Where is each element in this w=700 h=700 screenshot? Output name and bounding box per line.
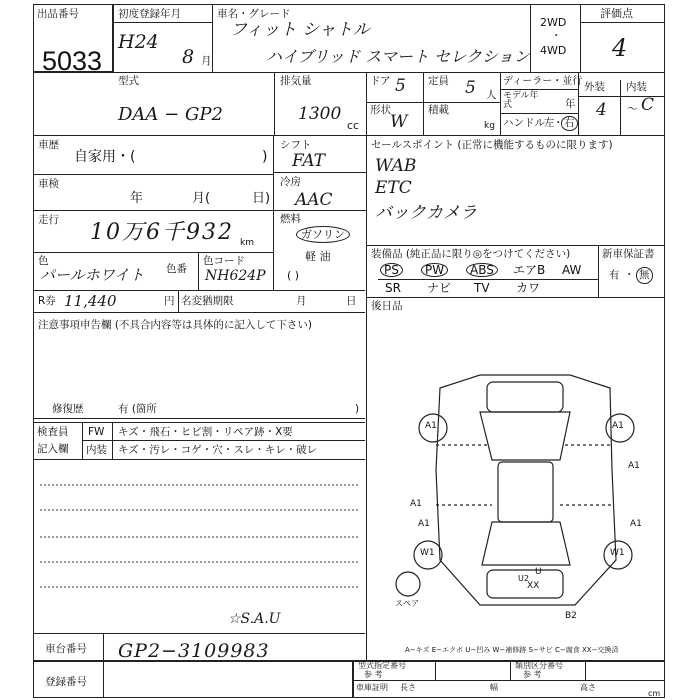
equip-aw: AW [562,263,582,277]
history-label: 車歴 [38,139,59,151]
first-reg-month-unit: 月 [201,55,212,67]
sales-item-3: バックカメラ [375,203,477,223]
handle-dot: ・ [553,117,564,129]
sales-label: セールスポイント (正常に機能するものに限ります) [371,139,613,151]
displacement-value: 1300 [298,104,342,124]
shaken-month: 月( [192,191,211,206]
cm-unit: cm [648,689,661,698]
inspector-signature: ☆S.A.U [228,611,281,627]
model-label: 車名・グレード [217,8,291,20]
first-reg-year: H24 [118,31,159,53]
model-no-label: 型式指定番号 [358,661,406,670]
mark-a1-side: A1 [628,461,640,471]
displacement-unit: cc [347,119,360,132]
shift-value: FAT [292,151,326,171]
equip-sr: SR [385,281,401,295]
handle-right: 右 [561,116,578,131]
fuel-gasoline: ガソリン [296,226,350,243]
height-label: 高さ [580,683,596,692]
score-label: 評価点 [600,7,633,20]
color-num-label: 色番 [166,263,187,275]
load-unit: kg [484,121,495,131]
spare-label: スペア [395,599,419,608]
shape-label: 形状 [370,104,391,116]
inspector-fw-text: キズ・飛石・ヒビ割・リペア跡・X要 [118,426,293,438]
drive-dot: ・ [551,30,562,42]
drive-4wd: 4WD [540,44,567,57]
lot-number: 5033 [42,46,103,76]
inspector-int: 内装 [86,444,107,456]
equip-airbag: エアB [513,263,546,277]
fuel-label: 燃料 [280,213,301,225]
warranty-label: 新車保証書 [602,248,655,260]
mark-u2: U2 [518,574,529,583]
repair-close: ) [355,403,360,415]
shape-value: W [390,112,408,132]
door-label: ドア [370,75,391,87]
model-grade: ハイブリッド スマート セレクション [266,47,530,66]
equip-abs: ABS [466,263,498,277]
chassis-label: 車台番号 [45,643,87,655]
inspector-label-2: 記入欄 [37,443,69,455]
modelyear-unit: 年 [565,98,576,110]
mark-b2: B2 [565,611,577,621]
modelyear-label: モデル年式 [503,91,539,110]
history-value: 自家用・( [74,149,136,165]
later-items-label: 後日品 [371,300,403,312]
type-value: DAA − GP2 [118,104,223,125]
rename-month: 月 [296,295,307,307]
fuel-paren: ( ) [287,269,300,282]
repair-value: 有 (箇所 [118,403,157,415]
ref-label-1: 参 考 [364,670,383,679]
warranty-dot: ・ [624,269,635,281]
r-cert-unit: 円 [164,295,175,307]
equip-leather: カワ [516,281,541,295]
int-label: 内装 [626,81,647,93]
class-no-label: 類別区分番号 [515,661,563,670]
capacity-label: 定員 [428,75,449,87]
model-name: フィット シャトル [230,20,370,40]
shaken-year: 年 [130,191,144,206]
rename-label: 名変猶期限 [181,295,234,307]
mark-a1-left: A1 [418,519,430,529]
ref-label-2: 参 考 [523,670,542,679]
mark-a1-fr: A1 [612,421,624,431]
color-code-value: NH624P [205,268,266,284]
damage-legend: A−キズ E−エクボ U−凹み W−補修跡 S−サビ C−腐食 XX−交換済 [405,646,619,654]
r-cert-label: R券 [38,295,56,307]
door-value: 5 [395,76,406,96]
type-label: 型式 [118,75,139,87]
color-code-label: 色コード [203,255,245,267]
shaken-label: 車検 [38,178,59,190]
width-label: 幅 [490,683,498,692]
mileage-value: 10万6千932 [90,220,234,245]
mark-xx: XX [527,581,540,591]
warranty-yes: 有 [609,269,620,281]
capacity-value: 5 [465,78,476,98]
handle-label: ハンドル [503,117,545,129]
color-label: 色 [38,255,49,267]
notes-label: 注意事項申告欄 (不具合内容等は具体的に記入して下さい) [38,319,313,331]
equip-pw: PW [421,263,448,277]
capacity-unit: 人 [486,89,497,101]
fuel-light-oil: 軽 油 [305,250,331,263]
equip-navi: ナビ [427,281,452,295]
inspector-label-1: 検査員 [37,426,69,438]
reg-label: 登録番号 [45,676,87,688]
dealer-label: ディーラー・並行 [503,76,583,87]
equip-tv: TV [474,281,490,295]
inspector-int-text: キズ・汚レ・コゲ・穴・スレ・キレ・破レ [118,444,318,456]
mark-a1-left2: A1 [410,499,422,509]
ext-label: 外装 [584,81,605,93]
repair-label: 修復歴 [52,403,84,415]
history-close: ) [262,149,268,165]
rename-day: 日 [346,295,357,307]
color-value: パールホワイト [40,266,145,284]
mileage-unit: km [240,238,254,248]
equip-label: 装備品 (純正品に限り◎をつけてください) [371,248,571,260]
load-label: 積載 [428,104,449,116]
garage-cert-label: 車庫証明 [356,683,388,692]
inspector-fw: FW [88,426,105,438]
sales-item-1: WAB [375,156,417,176]
sales-item-2: ETC [375,178,412,198]
chassis-value: GP2−3109983 [118,640,270,662]
mark-w1-rr: W1 [610,548,625,558]
first-reg-label: 初度登録年月 [118,8,181,20]
score-value: 4 [612,34,628,62]
mark-w1-rl: W1 [420,548,435,558]
mark-a1-side2: A1 [630,519,642,529]
aircon-label: 冷房 [280,176,301,188]
length-label: 長さ [400,683,416,692]
ext-dash: 〜 [627,103,638,115]
displacement-label: 排気量 [280,75,312,87]
warranty-no: 無 [636,267,653,284]
lot-label: 出品番号 [37,8,79,20]
handle-left: 左 [544,117,555,129]
drive-2wd: 2WD [540,16,567,29]
mileage-label: 走行 [38,214,59,226]
shift-label: シフト [280,139,312,151]
mark-a1-fl: A1 [425,421,437,431]
r-cert-value: 11,440 [64,292,117,310]
shaken-day: 日) [252,191,271,206]
mark-u: U [535,567,542,577]
ext-score: 4 [596,100,607,120]
first-reg-month: 8 [182,46,195,68]
equip-ps: PS [380,263,403,277]
int-score: C [641,95,655,115]
aircon-value: AAC [295,190,333,210]
